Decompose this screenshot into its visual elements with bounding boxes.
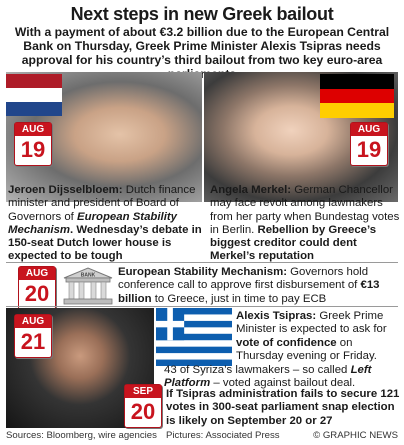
tsipras-bold: vote of confidence (236, 336, 337, 349)
date-badge-dijsselbloem (14, 122, 52, 166)
page-subtitle: With a payment of about €3.2 billion due to the European Central Bank on Thursday, Greek Prime Minister Alexis Tsipras needs approval for his country’s third bailout from two key euro-area (14, 25, 390, 67)
date-month: AUG (15, 315, 51, 328)
merkel-bold: Rebellion by Greece’s biggest creditor could dent Merkel’s reputation (210, 223, 377, 263)
syriza-text2: – voted against bailout deal. (210, 377, 356, 390)
merkel-text1: German Chancellor may face revolt among lawmakers from her party when Bundestag votes in Berlin. (210, 184, 400, 236)
bank-icon (62, 266, 114, 306)
election-bold: If Tsipras administration fails to secure 121 votes in 300-seat parliament snap election is likely on September 20 or 27 (166, 388, 400, 427)
footer-sources: Sources: Bloomberg, wire agencies (6, 430, 157, 441)
germany-flag-icon (320, 74, 394, 118)
date-month: AUG (19, 267, 55, 280)
graphic-news-logo: © GRAPHIC NEWS (313, 430, 398, 441)
esm-caption (118, 266, 400, 306)
footer-pictures: Pictures: Associated Press (166, 430, 280, 441)
bank-label: BANK (80, 272, 96, 279)
syriza-emph: Left Platform (164, 364, 372, 390)
divider (6, 306, 398, 307)
date-badge-tsipras (14, 314, 52, 358)
tsipras-name: Alexis Tsipras: (236, 310, 317, 322)
merkel-name: Angela Merkel: (210, 184, 292, 196)
date-day: 19 (356, 137, 382, 162)
dijsselbloem-text1: Dutch finance minister and president of Board of Governors of (8, 184, 196, 223)
tsipras-text1: Greek Prime Minister is expected to ask for (236, 310, 387, 336)
greece-flag-icon (156, 308, 232, 366)
election-caption (166, 388, 400, 428)
tsipras-caption (236, 310, 400, 363)
netherlands-flag-icon (6, 74, 62, 116)
footer (6, 430, 398, 443)
date-day: 19 (20, 137, 46, 162)
merkel-caption (210, 184, 400, 264)
date-month: AUG (351, 123, 387, 136)
tsipras-text2: on Thursday evening or Friday. (236, 336, 377, 362)
date-month: SEP (125, 385, 161, 398)
date-day: 20 (130, 399, 156, 424)
syriza-text1: 43 of Syriza’s lawmakers – so called (164, 364, 351, 376)
date-badge-election (124, 384, 162, 428)
divider (6, 262, 398, 263)
date-badge-esm (18, 266, 56, 310)
esm-text1: Governors hold conference call to approve first disbursement of (118, 266, 369, 292)
esm-text2: to Greece, just in time to pay ECB (151, 292, 327, 305)
date-badge-merkel (350, 122, 388, 166)
syriza-caption (164, 364, 400, 391)
date-day: 20 (24, 281, 50, 306)
dijsselbloem-emph: European Stability Mechanism (8, 210, 178, 236)
esm-name: European Stability Mechanism: (118, 266, 287, 278)
dijsselbloem-caption (8, 184, 204, 264)
date-day: 21 (20, 329, 46, 354)
page-title: Next steps in new Greek bailout (70, 4, 334, 24)
dijsselbloem-name: Jeroen Dijsselbloem: (8, 184, 123, 196)
date-month: AUG (15, 123, 51, 136)
dijsselbloem-text2: . Wednesday’s debate in 150-seat Dutch lower house is expected to be tough (8, 223, 202, 263)
esm-bold: €13 billion (118, 279, 380, 305)
